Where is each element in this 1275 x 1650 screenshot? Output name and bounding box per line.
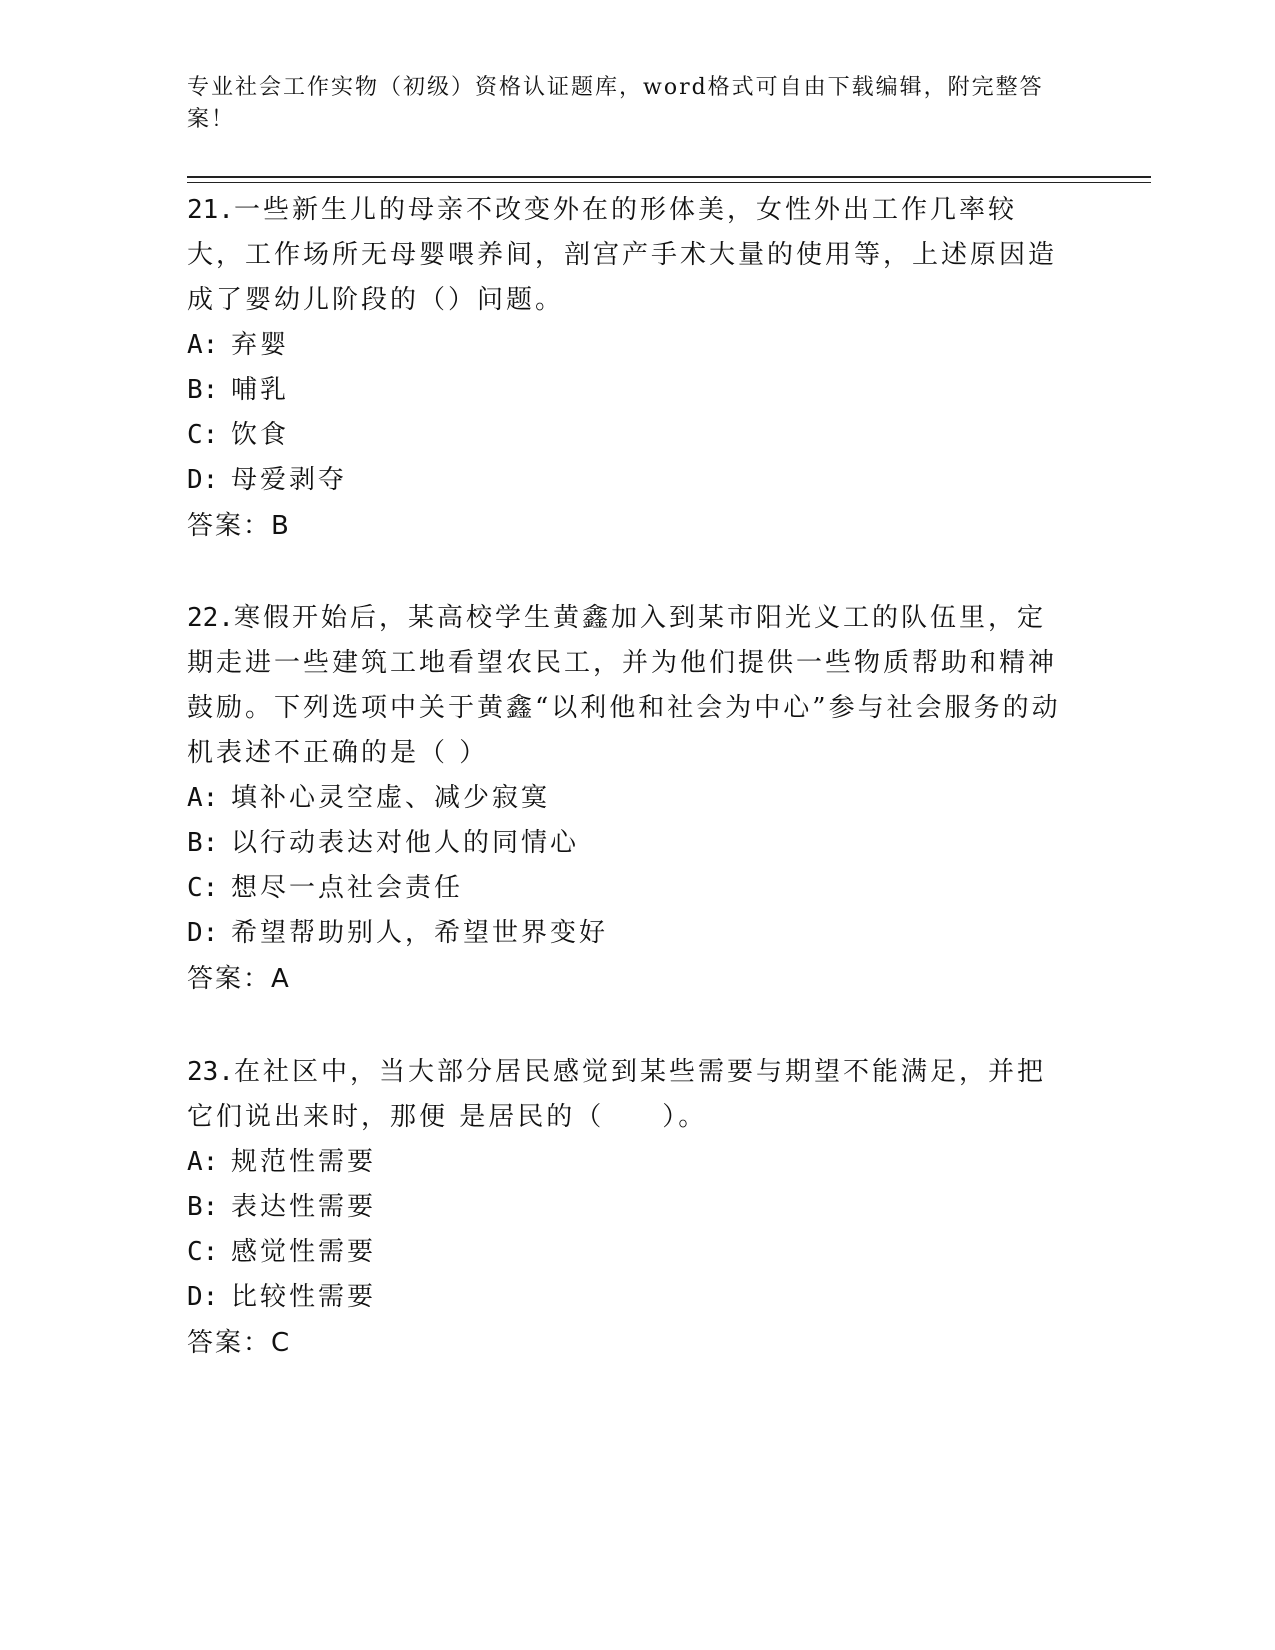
- answer-line: 答案：A: [187, 964, 291, 994]
- option-c: [187, 413, 1067, 458]
- option-d: [187, 458, 1067, 503]
- question-stem: [187, 188, 1067, 323]
- option-text: 比较性需要: [231, 1282, 377, 1312]
- question-text: 在社区中，当大部分居民感觉到某些需要与期望不能满足，并把它们说出来时，那便 是居民的（ ）。: [187, 1057, 1046, 1132]
- option-text: 想尽一点社会责任: [231, 873, 464, 903]
- option-text: 表达性需要: [231, 1192, 377, 1222]
- option-text: 哺乳: [231, 375, 290, 405]
- option-key: A:: [187, 783, 219, 813]
- option-c: [187, 1230, 1067, 1275]
- option-key: B:: [187, 1192, 219, 1222]
- header-divider-thin: [187, 182, 1151, 183]
- header-divider-thick: [187, 176, 1151, 178]
- question-stem: [187, 1050, 1067, 1140]
- question-number: 23.: [187, 1057, 234, 1087]
- question-number: 22.: [187, 603, 234, 633]
- option-key: B:: [187, 375, 219, 405]
- option-key: C:: [187, 420, 219, 450]
- question-text: 寒假开始后，某高校学生黄鑫加入到某市阳光义工的队伍里，定期走进一些建筑工地看望农民工，并为他们提供一些物质帮助和精神鼓励。下列选项中关于黄鑫“以利他和社会为中心”参与社会服务的动机表述不正确的是（ ）: [187, 603, 1061, 768]
- option-text: 感觉性需要: [231, 1237, 377, 1267]
- option-a: [187, 1140, 1067, 1185]
- option-text: 弃婴: [231, 330, 290, 360]
- option-b: [187, 821, 1067, 866]
- option-d: [187, 911, 1067, 956]
- option-b: [187, 368, 1067, 413]
- option-key: D:: [187, 465, 219, 495]
- option-a: [187, 776, 1067, 821]
- option-b: [187, 1185, 1067, 1230]
- option-key: A:: [187, 1147, 219, 1177]
- question-number: 21.: [187, 195, 234, 225]
- option-key: C:: [187, 873, 219, 903]
- question-21: [187, 188, 1067, 549]
- header-text: 专业社会工作实物（初级）资格认证题库，word格式可自由下载编辑，附完整答案！: [187, 75, 1044, 132]
- option-key: B:: [187, 828, 219, 858]
- answer-line: 答案：C: [187, 1328, 292, 1358]
- option-text: 母爱剥夺: [231, 465, 348, 495]
- option-text: 规范性需要: [231, 1147, 377, 1177]
- option-a: [187, 323, 1067, 368]
- question-23: [187, 1050, 1067, 1366]
- document-header: [187, 72, 1067, 136]
- question-22: [187, 596, 1067, 1002]
- option-text: 希望帮助别人，希望世界变好: [231, 918, 609, 948]
- question-text: 一些新生儿的母亲不改变外在的形体美，女性外出工作几率较大，工作场所无母婴喂养间，剖宫产手术大量的使用等，上述原因造成了婴幼儿阶段的（）问题。: [187, 195, 1058, 315]
- option-d: [187, 1275, 1067, 1320]
- question-stem: [187, 596, 1067, 776]
- answer-line: 答案：B: [187, 511, 291, 541]
- option-key: D:: [187, 918, 219, 948]
- option-text: 饮食: [231, 420, 290, 450]
- option-text: 填补心灵空虚、减少寂寞: [231, 783, 551, 813]
- option-text: 以行动表达对他人的同情心: [231, 828, 580, 858]
- option-key: D:: [187, 1282, 219, 1312]
- option-c: [187, 866, 1067, 911]
- option-key: A:: [187, 330, 219, 360]
- option-key: C:: [187, 1237, 219, 1267]
